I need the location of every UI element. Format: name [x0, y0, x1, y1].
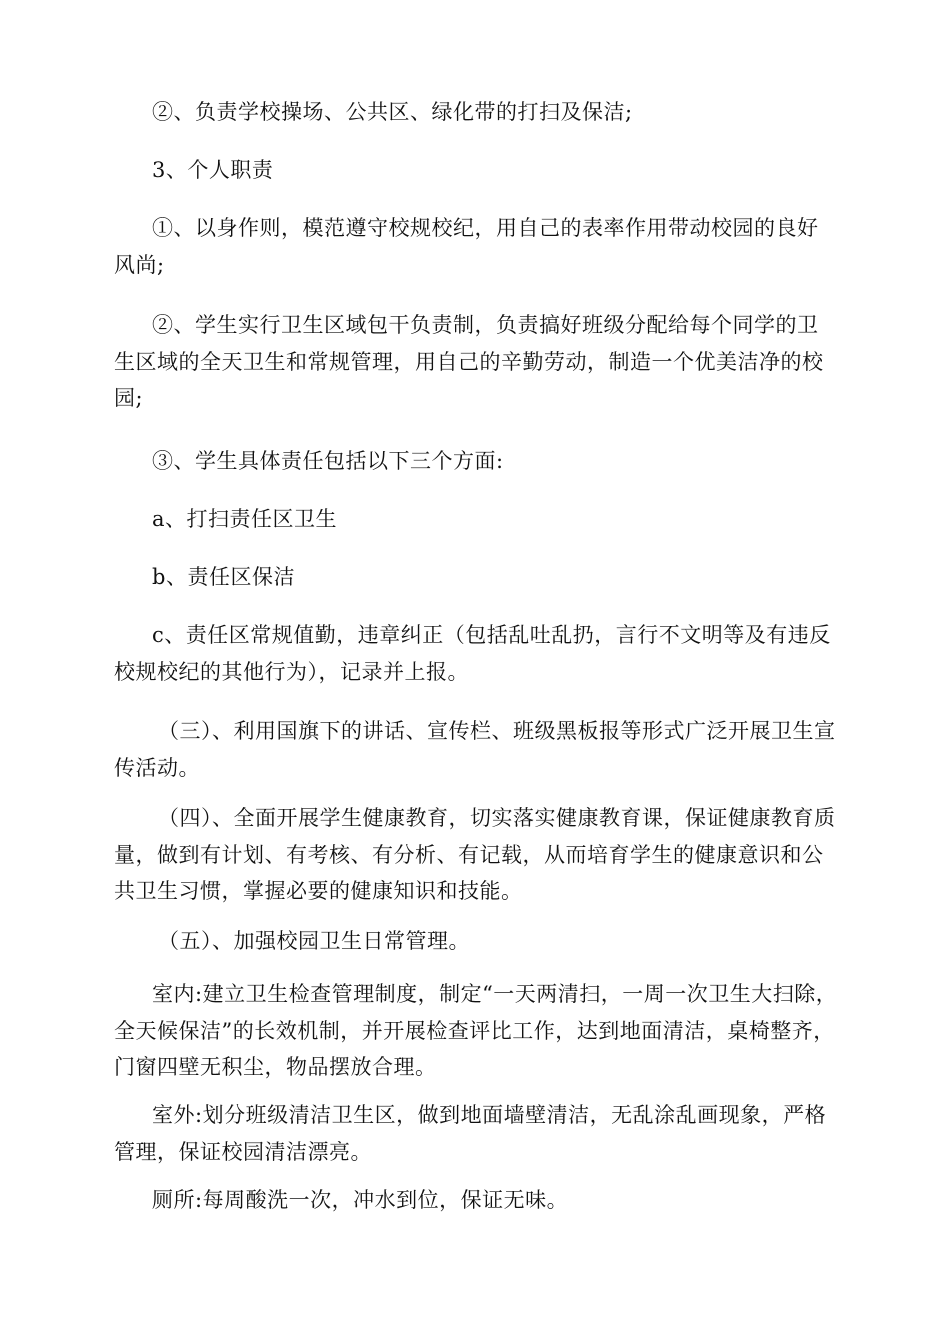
section-four: （四）、全面开展学生健康教育，切实落实健康教育课，保证健康教育质量，做到有计划、有考核、有分析、有记载，从而培育学生的健康意识和公共卫生习惯，掌握必要的健康知识和技能。 [114, 806, 836, 903]
list-item-b: b、责任区保洁 [152, 565, 295, 589]
list-item-c: c、责任区常规值勤，违章纠正（包括乱吐乱扔，言行不文明等及有违反校规校纪的其他行为），记录并上报。 [114, 623, 831, 684]
paragraph-duty-2: ②、学生实行卫生区域包干负责制，负责搞好班级分配给每个同学的卫生区域的全天卫生和常规管理，用自己的辛勤劳动，制造一个优美洁净的校园; [114, 313, 824, 410]
paragraph-cleaning-duty: ②、负责学校操场、公共区、绿化带的打扫及保洁; [152, 100, 633, 124]
list-item-a: a、打扫责任区卫生 [152, 507, 338, 531]
paragraph-outdoor: 室外:划分班级清洁卫生区，做到地面墙壁清洁，无乱涂乱画现象，严格管理，保证校园清洁漂亮。 [114, 1103, 827, 1164]
heading-personal-duties: 3、个人职责 [152, 158, 274, 182]
section-five: （五）、加强校园卫生日常管理。 [158, 929, 470, 953]
paragraph-duty-3: ③、学生具体责任包括以下三个方面: [152, 449, 504, 473]
paragraph-restroom: 厕所:每周酸洗一次，冲水到位，保证无味。 [152, 1188, 569, 1212]
paragraph-duty-1: ①、以身作则，模范遵守校规校纪，用自己的表率作用带动校园的良好风尚; [114, 216, 819, 277]
section-three: （三）、利用国旗下的讲话、宣传栏、班级黑板报等形式广泛开展卫生宣传活动。 [114, 719, 836, 780]
paragraph-indoor: 室内:建立卫生检查管理制度，制定“一天两清扫，一周一次卫生大扫除，全天候保洁”的长效机制，并开展检查评比工作，达到地面清洁，桌椅整齐，门窗四壁无积尘，物品摆放合理。 [114, 982, 838, 1079]
